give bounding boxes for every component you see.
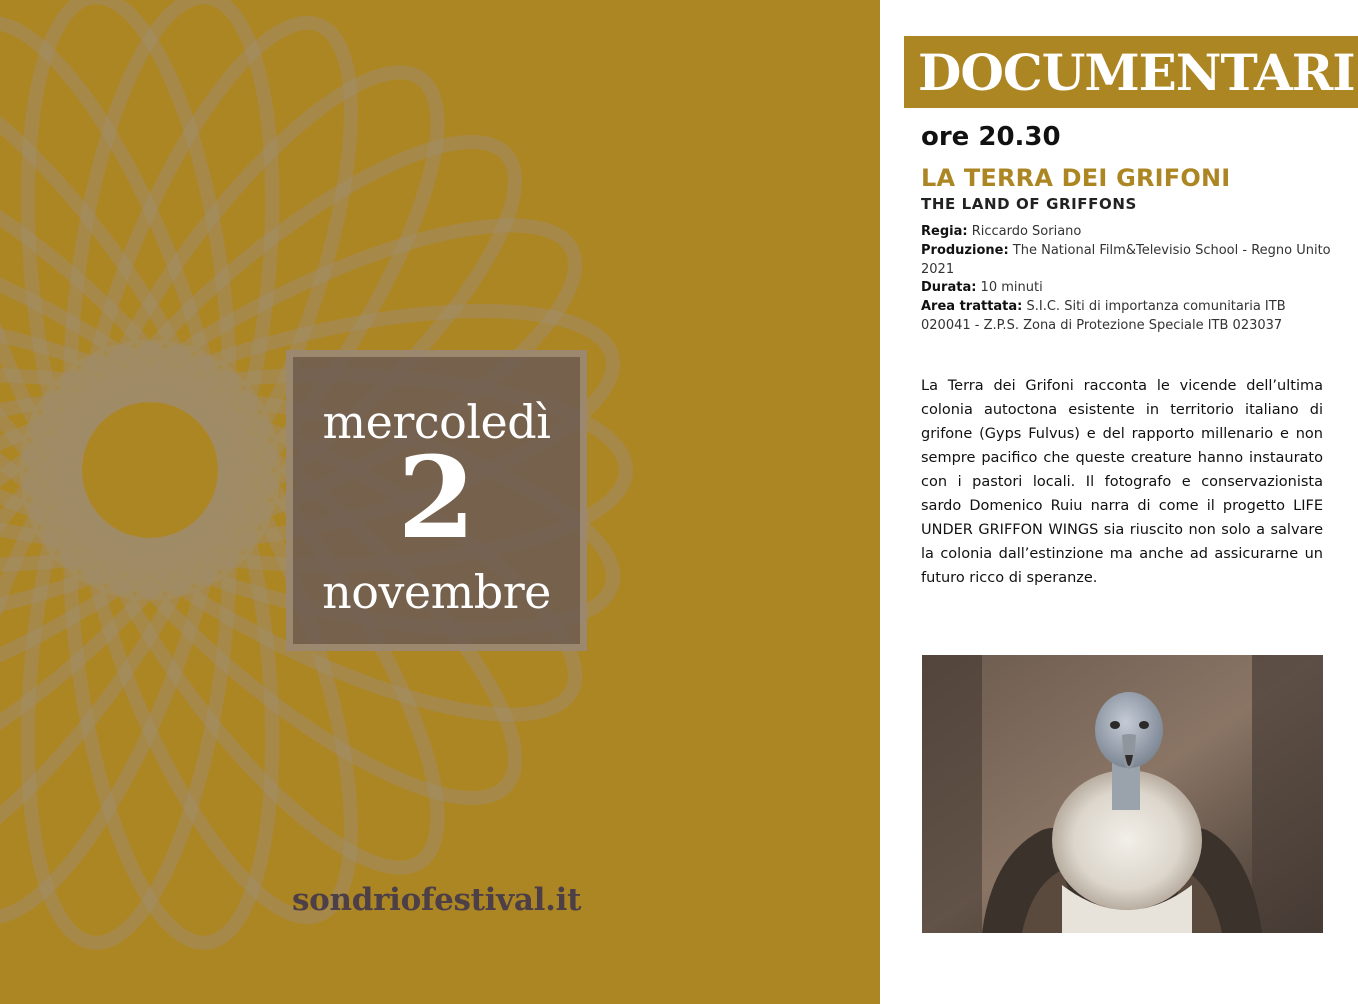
section-title: DOCUMENTARI	[918, 43, 1355, 102]
credit-duration	[921, 279, 1331, 298]
date-month: novembre	[322, 565, 551, 619]
credit-label: Regia:	[921, 224, 968, 239]
film-title: LA TERRA DEI GRIFONI	[921, 164, 1231, 192]
griffon-vulture-photo	[922, 655, 1323, 933]
credit-label: Produzione:	[921, 242, 1009, 258]
credit-production	[921, 242, 1331, 280]
website-link[interactable]: sondriofestival.it	[292, 882, 582, 918]
film-synopsis: La Terra dei Grifoni racconta le vicende dell’ultima colonia autoctona esistente in territorio italiano di grifone (Gyps Fulvus) e del rapporto millenario e non sempre pacifico che queste creature hanno instaurato con i pastori locali. Il fotografo e conservazionista sardo Domenico Ruiu narra di come il progetto LIFE UNDER GRIFFON WINGS sia riuscito non solo a salvare la colonia dall’estinzione ma anche ad assicurarne un futuro ricco di speranze.	[921, 378, 1323, 586]
credit-director	[921, 223, 1331, 242]
screening-time: ore 20.30	[921, 122, 1061, 152]
film-subtitle: THE LAND OF GRIFFONS	[921, 195, 1137, 213]
credit-label: Area trattata:	[921, 299, 1023, 315]
credit-area	[921, 298, 1331, 336]
date-box	[286, 350, 587, 651]
credit-value: S.I.C. Siti di importanza comunitaria ITB 020041 - Z.P.S. Zona di Protezione Speciale ITB 023037	[921, 299, 1286, 333]
film-credits	[921, 223, 1331, 336]
credit-label: Durata:	[921, 280, 977, 296]
date-day: 2	[397, 433, 476, 564]
credit-value: 10 minuti	[976, 280, 1043, 296]
credit-value: The National Film&Televisio School - Regno Unito 2021	[921, 242, 1331, 277]
section-header	[904, 36, 1358, 108]
credit-value: Riccardo Soriano	[967, 224, 1082, 239]
date-weekday: mercoledì	[322, 395, 551, 449]
